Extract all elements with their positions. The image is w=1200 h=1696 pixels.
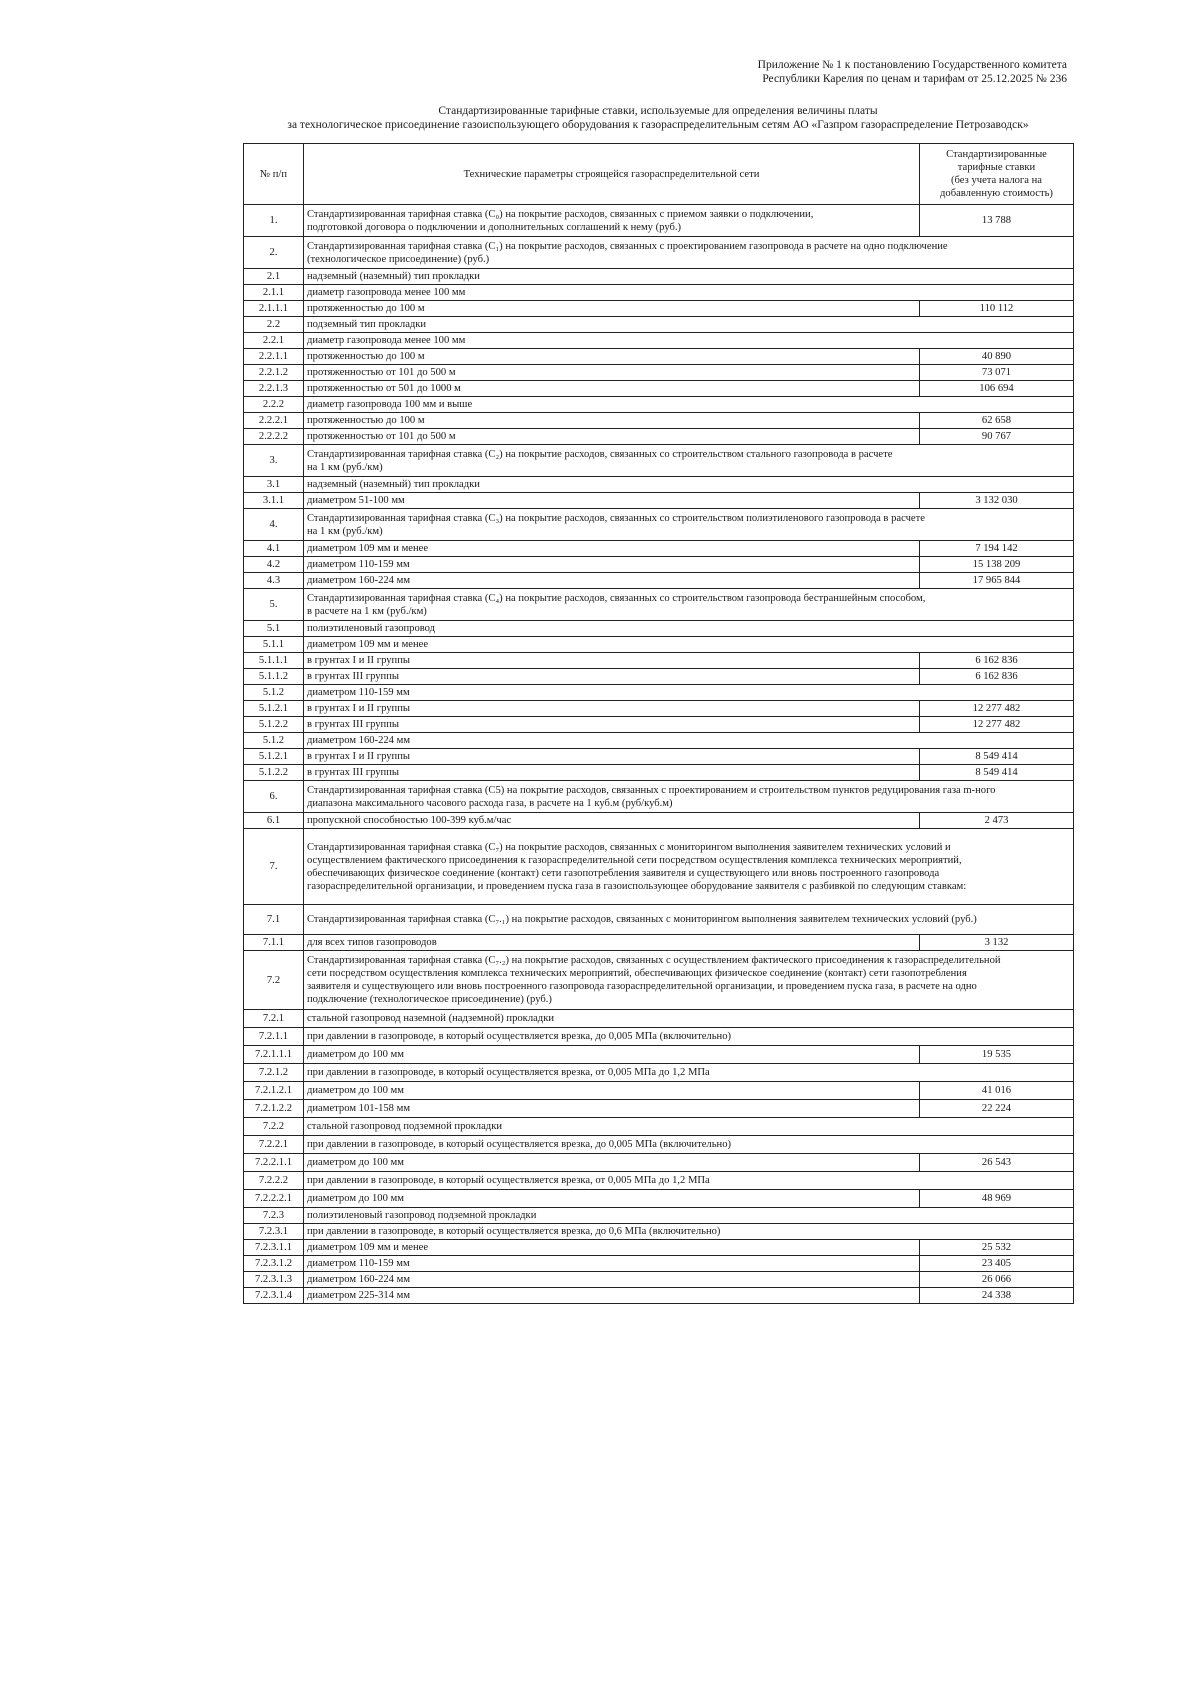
row-rate-value: 26 066 <box>920 1272 1074 1288</box>
row-rate-value: 25 532 <box>920 1240 1074 1256</box>
row-number: 7.2.1.2.2 <box>244 1100 304 1118</box>
row-description: диаметром 160-224 мм <box>304 573 920 589</box>
row-description: диаметром 109 мм и менее <box>304 1240 920 1256</box>
appendix-line-2: Республики Карелия по ценам и тарифам от 25.12.2025 № 236 <box>762 73 1067 85</box>
table-header-row <box>244 144 1074 205</box>
row-description: в грунтах I и II группы <box>304 701 920 717</box>
table-row <box>244 1172 1074 1190</box>
table-row <box>244 493 1074 509</box>
row-description: Стандартизированная тарифная ставка (С₃) на покрытие расходов, связанных со строительством полиэтиленового газопровода в расчете на 1 км (руб./км) <box>304 509 1074 541</box>
row-description: диаметром до 100 мм <box>304 1154 920 1172</box>
table-row <box>244 1118 1074 1136</box>
table-row <box>244 445 1074 477</box>
table-row <box>244 1064 1074 1082</box>
table-row <box>244 541 1074 557</box>
title-line-2: за технологическое присоединение газоиспользующего оборудования к газораспределительным сетям АО «Газпром газораспределение Петрозаводск» <box>287 119 1029 131</box>
table-row <box>244 557 1074 573</box>
table-row <box>244 429 1074 445</box>
row-number: 5.1.1 <box>244 637 304 653</box>
row-description: полиэтиленовый газопровод <box>304 621 1074 637</box>
table-row <box>244 813 1074 829</box>
table-row <box>244 935 1074 951</box>
table-row <box>244 829 1074 905</box>
row-rate-value: 106 694 <box>920 381 1074 397</box>
table-row <box>244 1082 1074 1100</box>
row-number: 2.1 <box>244 269 304 285</box>
table-body <box>244 205 1074 1304</box>
row-rate-value: 24 338 <box>920 1288 1074 1304</box>
table-row <box>244 365 1074 381</box>
row-description: стальной газопровод наземной (надземной) прокладки <box>304 1010 1074 1028</box>
row-number: 6.1 <box>244 813 304 829</box>
row-description: Стандартизированная тарифная ставка (С₂) на покрытие расходов, связанных со строительством стального газопровода в расчете на 1 км (руб./км) <box>304 445 1074 477</box>
column-header-parameters: Технические параметры строящейся газораспределительной сети <box>304 144 920 205</box>
row-description: в грунтах III группы <box>304 717 920 733</box>
table-row <box>244 301 1074 317</box>
row-rate-value: 13 788 <box>920 205 1074 237</box>
table-row <box>244 1240 1074 1256</box>
table-row <box>244 669 1074 685</box>
table-row <box>244 749 1074 765</box>
row-number: 7.2.1.2 <box>244 1064 304 1082</box>
row-rate-value: 8 549 414 <box>920 765 1074 781</box>
row-description: в грунтах III группы <box>304 765 920 781</box>
table-row <box>244 1288 1074 1304</box>
row-description: протяженностью до 100 м <box>304 413 920 429</box>
row-description: Стандартизированная тарифная ставка (С₇.₁) на покрытие расходов, связанных с мониторингом выполнения заявителем технических условий (руб.) <box>304 905 1074 935</box>
row-number: 6. <box>244 781 304 813</box>
row-number: 2.1.1 <box>244 285 304 301</box>
row-number: 2. <box>244 237 304 269</box>
row-number: 7.2.3.1.4 <box>244 1288 304 1304</box>
row-description: диаметром 109 мм и менее <box>304 637 1074 653</box>
row-number: 7.2.3 <box>244 1208 304 1224</box>
appendix-reference <box>758 58 1067 86</box>
table-row <box>244 1136 1074 1154</box>
row-rate-value: 17 965 844 <box>920 573 1074 589</box>
table-row <box>244 951 1074 1010</box>
row-description: в грунтах I и II группы <box>304 653 920 669</box>
row-number: 4.3 <box>244 573 304 589</box>
row-description: при давлении в газопроводе, в который осуществляется врезка, до 0,6 МПа (включительно) <box>304 1224 1074 1240</box>
row-rate-value: 26 543 <box>920 1154 1074 1172</box>
row-number: 2.2 <box>244 317 304 333</box>
row-number: 2.2.1.3 <box>244 381 304 397</box>
row-rate-value: 6 162 836 <box>920 653 1074 669</box>
row-rate-value: 19 535 <box>920 1046 1074 1064</box>
row-rate-value: 41 016 <box>920 1082 1074 1100</box>
row-rate-value: 40 890 <box>920 349 1074 365</box>
row-number: 7. <box>244 829 304 905</box>
row-number: 3. <box>244 445 304 477</box>
row-number: 7.2.1.1.1 <box>244 1046 304 1064</box>
row-number: 2.2.1.1 <box>244 349 304 365</box>
row-rate-value: 2 473 <box>920 813 1074 829</box>
row-description: диаметром 110-159 мм <box>304 1256 920 1272</box>
table-row <box>244 1224 1074 1240</box>
row-description: при давлении в газопроводе, в который осуществляется врезка, от 0,005 МПа до 1,2 МПа <box>304 1172 1074 1190</box>
row-description: Стандартизированная тарифная ставка (С5) на покрытие расходов, связанных с проектированием и строительством пунктов редуцирования газа m-ного диапазона максимального часового расхода газа, в расчете на 1 куб.м (руб/куб.м) <box>304 781 1074 813</box>
table-row <box>244 781 1074 813</box>
row-description: диаметром 110-159 мм <box>304 557 920 573</box>
table-row <box>244 269 1074 285</box>
column-header-rates: Стандартизированные тарифные ставки (без учета налога на добавленную стоимость) <box>920 144 1074 205</box>
table-row <box>244 733 1074 749</box>
row-description: диаметром 225-314 мм <box>304 1288 920 1304</box>
table-row <box>244 1046 1074 1064</box>
table-row <box>244 1256 1074 1272</box>
table-row <box>244 285 1074 301</box>
row-description: протяженностью до 100 м <box>304 301 920 317</box>
row-description: диаметром до 100 мм <box>304 1082 920 1100</box>
row-description: в грунтах III группы <box>304 669 920 685</box>
row-number: 7.2.1.1 <box>244 1028 304 1046</box>
row-number: 5.1 <box>244 621 304 637</box>
row-number: 7.1.1 <box>244 935 304 951</box>
row-rate-value: 22 224 <box>920 1100 1074 1118</box>
row-number: 5.1.1.2 <box>244 669 304 685</box>
table-row <box>244 477 1074 493</box>
table-row <box>244 349 1074 365</box>
row-number: 7.2.2.2 <box>244 1172 304 1190</box>
table-row <box>244 237 1074 269</box>
row-number: 7.2.3.1.3 <box>244 1272 304 1288</box>
title-line-1: Стандартизированные тарифные ставки, используемые для определения величины платы <box>438 105 878 117</box>
row-number: 5.1.1.1 <box>244 653 304 669</box>
row-number: 7.1 <box>244 905 304 935</box>
row-description: полиэтиленовый газопровод подземной прокладки <box>304 1208 1074 1224</box>
row-description: протяженностью от 501 до 1000 м <box>304 381 920 397</box>
row-number: 2.1.1.1 <box>244 301 304 317</box>
row-description: Стандартизированная тарифная ставка (С₇.₂) на покрытие расходов, связанных с осуществлением фактического присоединения к газораспределительной сети посредством осуществления комплекса технических мероприятий, обеспечивающих физическое соединение (контакт) сети газопотребления заявителя и существующего или вновь построенного газопровода газораспределительной организации, и проведением пуска газа, в расчете на одно подключение (технологическое присоединение) (руб.) <box>304 951 1074 1010</box>
table-row <box>244 1154 1074 1172</box>
table-row <box>244 1272 1074 1288</box>
row-number: 7.2 <box>244 951 304 1010</box>
table-row <box>244 701 1074 717</box>
row-rate-value: 3 132 <box>920 935 1074 951</box>
row-rate-value: 23 405 <box>920 1256 1074 1272</box>
row-number: 2.2.2.2 <box>244 429 304 445</box>
table-row <box>244 1190 1074 1208</box>
row-number: 1. <box>244 205 304 237</box>
appendix-line-1: Приложение № 1 к постановлению Государственного комитета <box>757 59 1067 71</box>
row-description: Стандартизированная тарифная ставка (С₀) на покрытие расходов, связанных с приемом заявки о подключении, подготовкой договора о подключении и дополнительных соглашений к нему (руб.) <box>304 205 920 237</box>
row-description: при давлении в газопроводе, в который осуществляется врезка, до 0,005 МПа (включительно) <box>304 1028 1074 1046</box>
table-row <box>244 397 1074 413</box>
row-description: диаметром 110-159 мм <box>304 685 1074 701</box>
row-number: 2.2.1 <box>244 333 304 349</box>
table-row <box>244 413 1074 429</box>
table-row <box>244 621 1074 637</box>
row-description: подземный тип прокладки <box>304 317 1074 333</box>
table-row <box>244 509 1074 541</box>
row-description: диаметром 101-158 мм <box>304 1100 920 1118</box>
row-number: 3.1.1 <box>244 493 304 509</box>
row-description: Стандартизированная тарифная ставка (С₇) на покрытие расходов, связанных с мониторингом выполнения заявителем технических условий и осуществлением фактического присоединения к газораспределительной сети посредством осуществления комплекса технических мероприятий, обеспечивающих физическое соединение (контакт) сети газопотребления заявителя и существующего или вновь построенного газопровода газораспределительной организации, и проведением пуска газа в газоиспользующее оборудование заявителя с разбивкой по следующим ставкам: <box>304 829 1074 905</box>
row-number: 7.2.1.2.1 <box>244 1082 304 1100</box>
row-rate-value: 8 549 414 <box>920 749 1074 765</box>
row-number: 7.2.2.1.1 <box>244 1154 304 1172</box>
row-description: в грунтах I и II группы <box>304 749 920 765</box>
row-description: диаметром 51-100 мм <box>304 493 920 509</box>
row-description: диаметром 160-224 мм <box>304 1272 920 1288</box>
row-description: Стандартизированная тарифная ставка (С₁) на покрытие расходов, связанных с проектированием газопровода в расчете на одно подключение (технологическое присоединение) (руб.) <box>304 237 1074 269</box>
row-number: 7.2.3.1.1 <box>244 1240 304 1256</box>
row-rate-value: 90 767 <box>920 429 1074 445</box>
row-number: 2.2.2.1 <box>244 413 304 429</box>
table-row <box>244 589 1074 621</box>
table-row <box>244 765 1074 781</box>
row-number: 7.2.3.1 <box>244 1224 304 1240</box>
row-number: 7.2.2.1 <box>244 1136 304 1154</box>
table-row <box>244 905 1074 935</box>
row-number: 5.1.2.1 <box>244 701 304 717</box>
row-description: протяженностью от 101 до 500 м <box>304 365 920 381</box>
row-description: Стандартизированная тарифная ставка (С₄) на покрытие расходов, связанных со строительством газопровода бестраншейным способом, в расчете на 1 км (руб./км) <box>304 589 1074 621</box>
row-rate-value: 73 071 <box>920 365 1074 381</box>
row-number: 7.2.3.1.2 <box>244 1256 304 1272</box>
row-number: 5.1.2 <box>244 685 304 701</box>
row-rate-value: 15 138 209 <box>920 557 1074 573</box>
row-description: диаметром 160-224 мм <box>304 733 1074 749</box>
row-number: 5.1.2 <box>244 733 304 749</box>
row-number: 5.1.2.1 <box>244 749 304 765</box>
tariff-table <box>243 143 1074 1304</box>
row-rate-value: 6 162 836 <box>920 669 1074 685</box>
row-description: при давлении в газопроводе, в который осуществляется врезка, до 0,005 МПа (включительно) <box>304 1136 1074 1154</box>
table-row <box>244 637 1074 653</box>
row-rate-value: 48 969 <box>920 1190 1074 1208</box>
document-title <box>243 104 1073 132</box>
row-description: диаметром до 100 мм <box>304 1190 920 1208</box>
row-description: диаметром 109 мм и менее <box>304 541 920 557</box>
row-number: 5.1.2.2 <box>244 765 304 781</box>
row-description: диаметр газопровода менее 100 мм <box>304 333 1074 349</box>
row-number: 4.1 <box>244 541 304 557</box>
table-row <box>244 573 1074 589</box>
table-row <box>244 653 1074 669</box>
row-description: для всех типов газопроводов <box>304 935 920 951</box>
table-row <box>244 333 1074 349</box>
table-row <box>244 205 1074 237</box>
row-number: 4.2 <box>244 557 304 573</box>
row-description: диаметром до 100 мм <box>304 1046 920 1064</box>
row-number: 3.1 <box>244 477 304 493</box>
row-rate-value: 3 132 030 <box>920 493 1074 509</box>
row-rate-value: 7 194 142 <box>920 541 1074 557</box>
row-number: 2.2.2 <box>244 397 304 413</box>
table-row <box>244 717 1074 733</box>
row-number: 2.2.1.2 <box>244 365 304 381</box>
column-header-number: № п/п <box>244 144 304 205</box>
row-description: стальной газопровод подземной прокладки <box>304 1118 1074 1136</box>
row-number: 5.1.2.2 <box>244 717 304 733</box>
row-description: надземный (наземный) тип прокладки <box>304 269 1074 285</box>
row-number: 7.2.1 <box>244 1010 304 1028</box>
row-description: диаметр газопровода менее 100 мм <box>304 285 1074 301</box>
row-description: при давлении в газопроводе, в который осуществляется врезка, от 0,005 МПа до 1,2 МПа <box>304 1064 1074 1082</box>
row-number: 5. <box>244 589 304 621</box>
row-description: пропускной способностью 100-399 куб.м/час <box>304 813 920 829</box>
table-row <box>244 317 1074 333</box>
row-description: протяженностью от 101 до 500 м <box>304 429 920 445</box>
table-row <box>244 381 1074 397</box>
table-row <box>244 1208 1074 1224</box>
row-rate-value: 12 277 482 <box>920 701 1074 717</box>
row-rate-value: 110 112 <box>920 301 1074 317</box>
row-description: надземный (наземный) тип прокладки <box>304 477 1074 493</box>
row-rate-value: 62 658 <box>920 413 1074 429</box>
row-number: 4. <box>244 509 304 541</box>
table-row <box>244 1010 1074 1028</box>
row-number: 7.2.2 <box>244 1118 304 1136</box>
row-number: 7.2.2.2.1 <box>244 1190 304 1208</box>
table-row <box>244 1100 1074 1118</box>
table-row <box>244 685 1074 701</box>
row-rate-value: 12 277 482 <box>920 717 1074 733</box>
row-description: диаметр газопровода 100 мм и выше <box>304 397 1074 413</box>
table-row <box>244 1028 1074 1046</box>
row-description: протяженностью до 100 м <box>304 349 920 365</box>
